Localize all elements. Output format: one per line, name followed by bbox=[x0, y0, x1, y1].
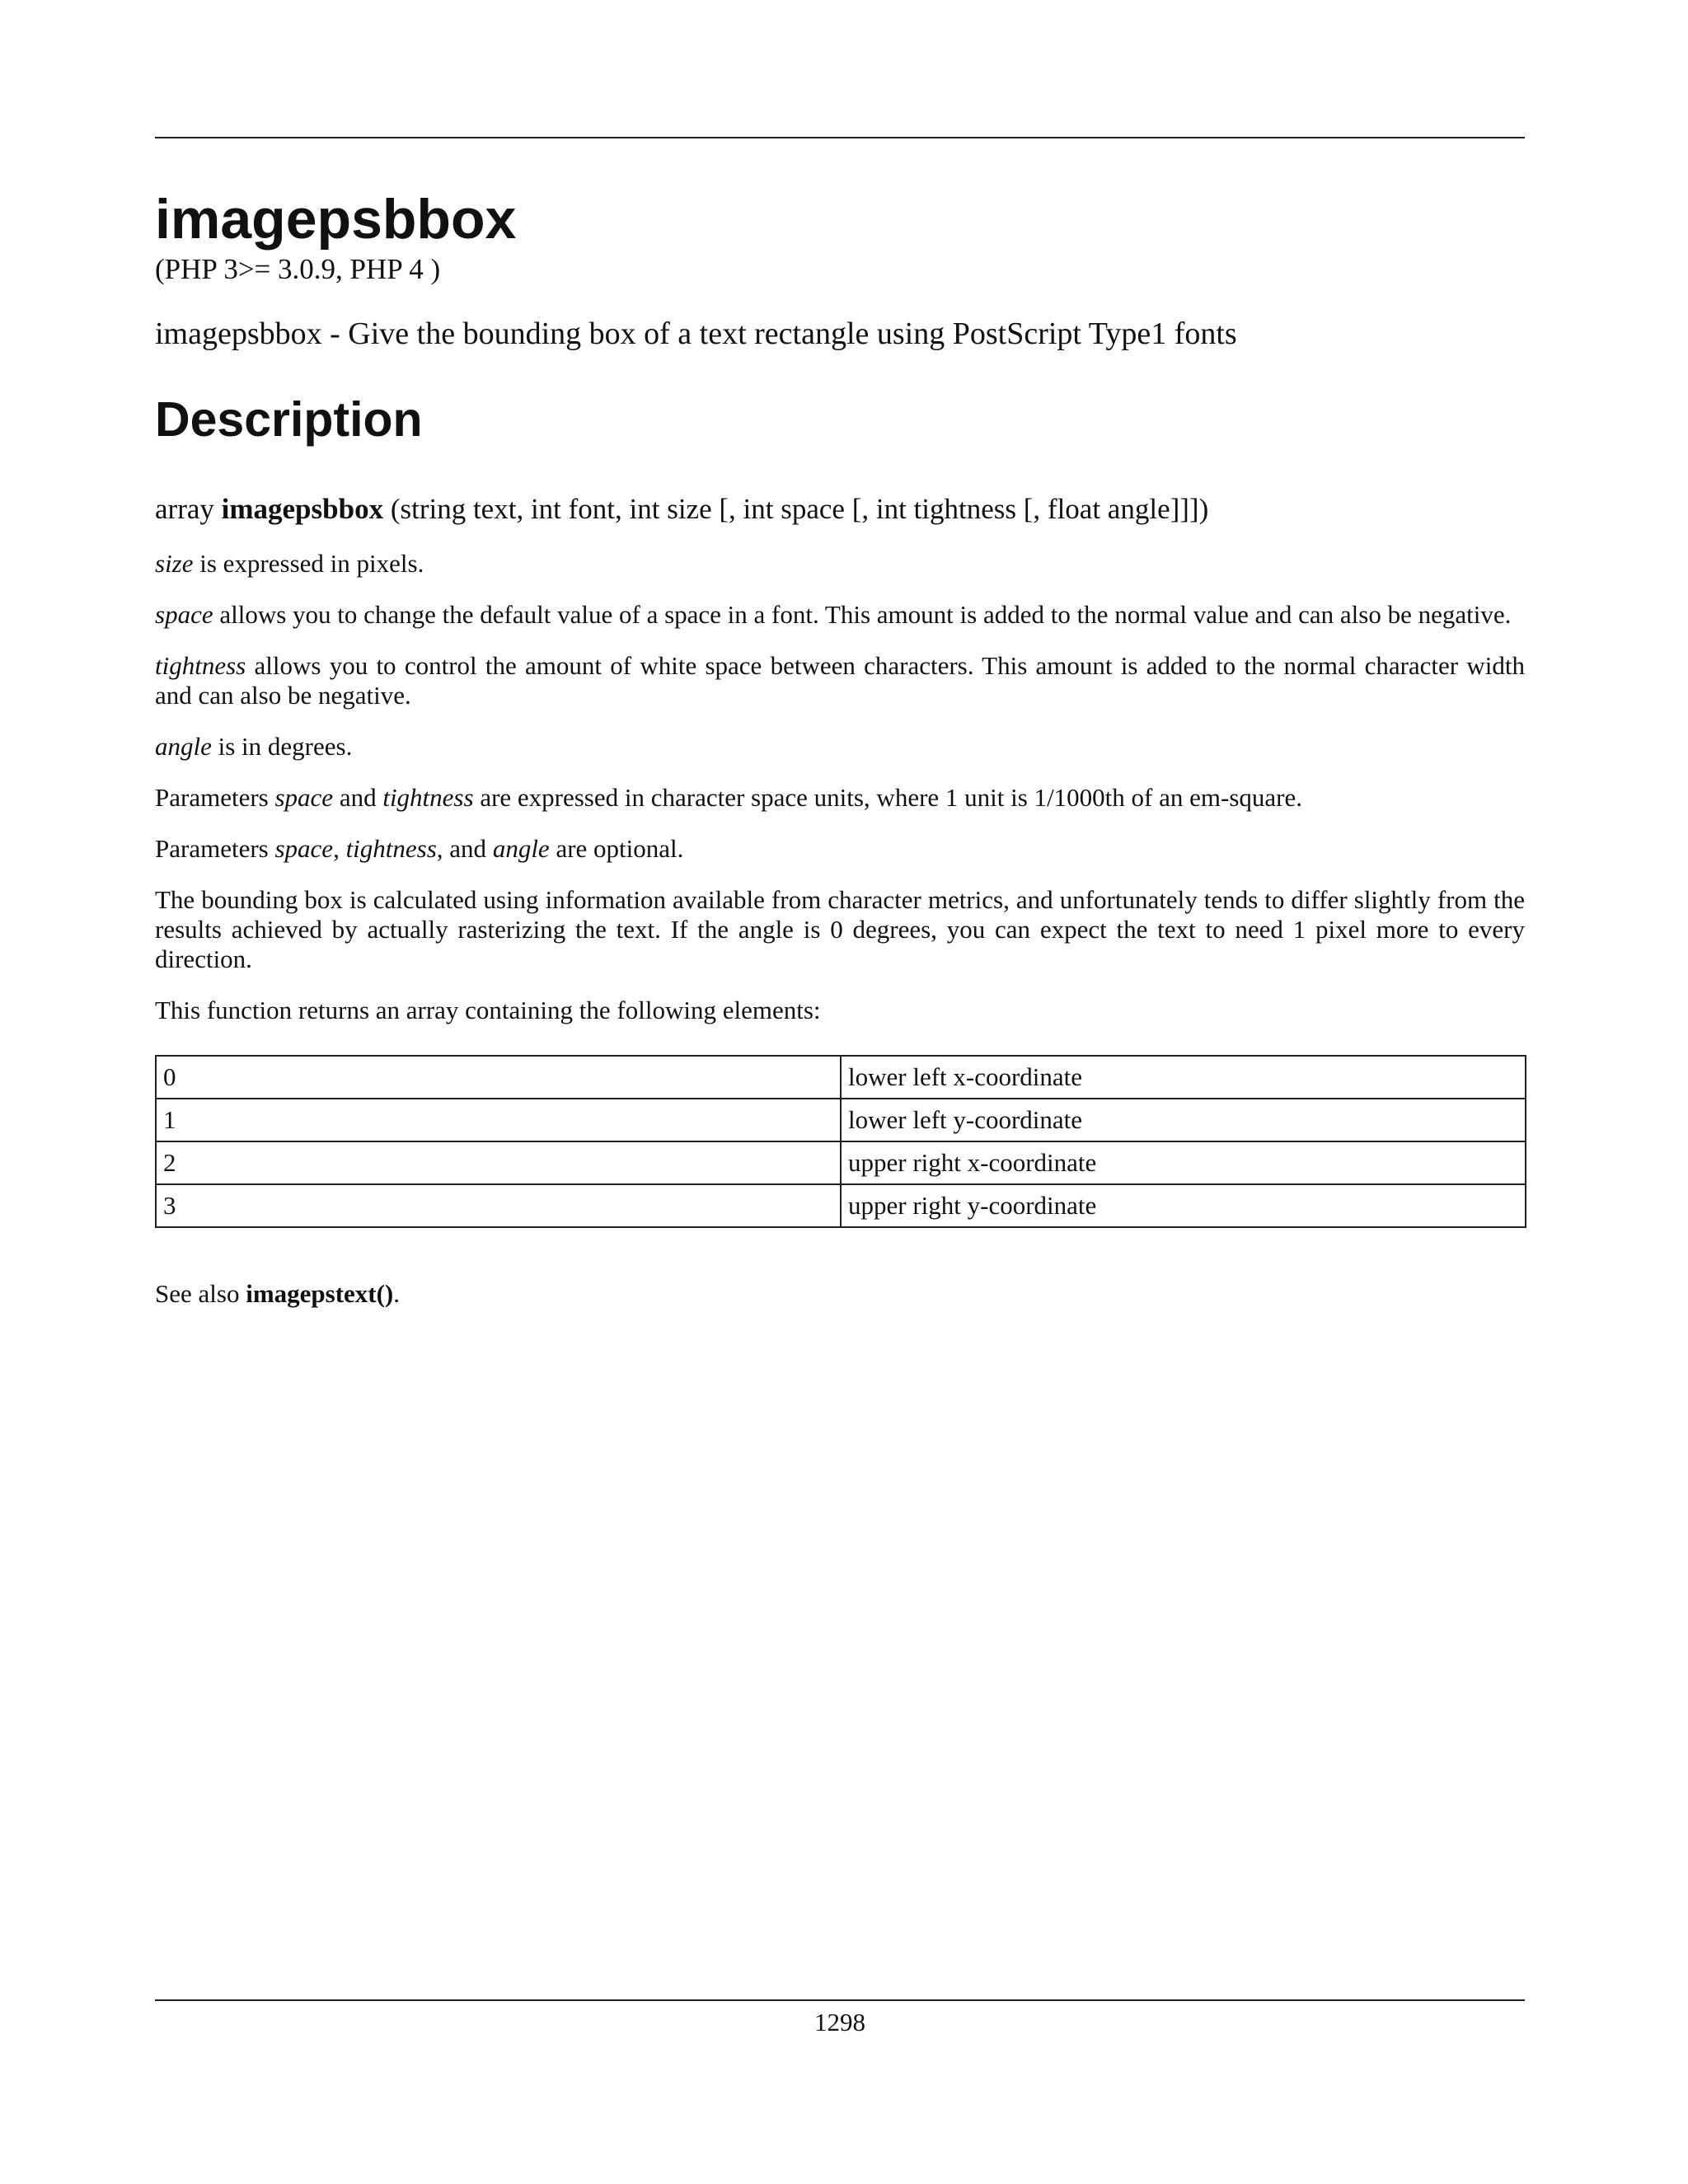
function-synopsis bbox=[155, 491, 1525, 527]
synopsis-function-name: imagepsbbox bbox=[221, 493, 384, 525]
table-row bbox=[156, 1184, 1526, 1227]
param-term: size bbox=[155, 549, 194, 578]
table-cell-meaning: upper right x-coordinate bbox=[841, 1141, 1526, 1184]
bounding-box-paragraph: The bounding box is calculated using information available from character metrics, and unfortunately tends to differ slightly from the results achieved by actually rasterizing the text. If the angle is 0 degrees, you can expect the text to need 1 pixel more to every direction. bbox=[155, 885, 1525, 973]
param-term: tightness bbox=[155, 651, 246, 680]
param-tightness-paragraph: tightness allows you to control the amount of white space between characters. This amount is added to the normal character width and can also be negative. bbox=[155, 651, 1525, 710]
function-purpose: imagepsbbox - Give the bounding box of a text rectangle using PostScript Type1 fonts bbox=[155, 316, 1237, 351]
table-cell-index: 1 bbox=[156, 1099, 841, 1141]
param-space-paragraph: space allows you to change the default value of a space in a font. This amount is added to the normal value and can also be negative. bbox=[155, 600, 1512, 629]
table-row bbox=[156, 1099, 1526, 1141]
page-content bbox=[155, 188, 1525, 1309]
param-size-paragraph: size is expressed in pixels. bbox=[155, 549, 424, 578]
table-cell-index: 0 bbox=[156, 1056, 841, 1099]
function-title: imagepsbbox bbox=[155, 188, 517, 251]
description-heading: Description bbox=[155, 392, 423, 447]
table-cell-index: 2 bbox=[156, 1141, 841, 1184]
table-cell-meaning: upper right y-coordinate bbox=[841, 1184, 1526, 1227]
return-elements-table bbox=[155, 1055, 1526, 1228]
table-cell-meaning: lower left x-coordinate bbox=[841, 1056, 1526, 1099]
param-term: space bbox=[155, 600, 213, 629]
synopsis-signature: (string text, int font, int size [, int space [, int tightness [, float angle]]]) bbox=[390, 493, 1209, 525]
table-cell-meaning: lower left y-coordinate bbox=[841, 1099, 1526, 1141]
version-info: (PHP 3>= 3.0.9, PHP 4 ) bbox=[155, 253, 441, 285]
table-cell-index: 3 bbox=[156, 1184, 841, 1227]
param-term: angle bbox=[155, 732, 212, 761]
footer-rule bbox=[155, 1999, 1525, 2001]
table-row bbox=[156, 1056, 1526, 1099]
see-also-link[interactable]: imagepstext() bbox=[246, 1279, 394, 1308]
page-number: 1298 bbox=[814, 2008, 865, 2036]
units-paragraph: Parameters space and tightness are expressed in character space units, where 1 unit is 1/1000th of an em-square. bbox=[155, 783, 1302, 812]
see-also: See also imagepstext(). bbox=[155, 1279, 401, 1308]
param-angle-paragraph: angle is in degrees. bbox=[155, 732, 353, 761]
optional-paragraph: Parameters space, tightness, and angle are optional. bbox=[155, 834, 684, 863]
synopsis-return-type: array bbox=[155, 493, 214, 525]
header-rule bbox=[155, 137, 1525, 138]
returns-paragraph: This function returns an array containing the following elements: bbox=[155, 996, 821, 1024]
table-row bbox=[156, 1141, 1526, 1184]
